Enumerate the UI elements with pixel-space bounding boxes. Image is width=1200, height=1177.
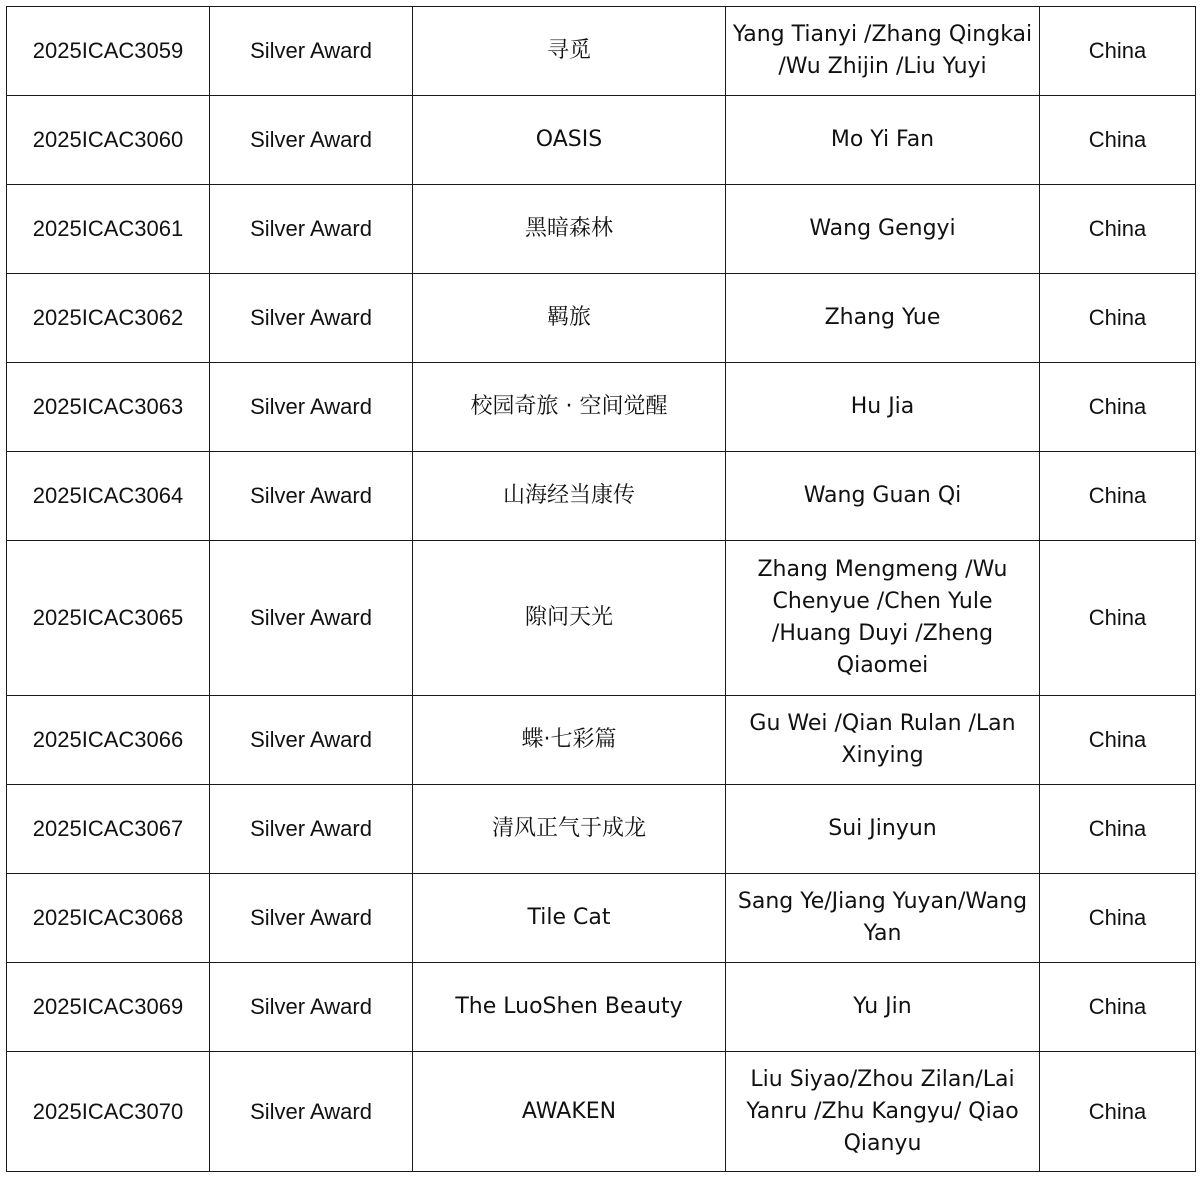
country: China xyxy=(1040,874,1196,963)
work-title: 山海经当康传 xyxy=(413,452,726,541)
country: China xyxy=(1040,696,1196,785)
work-title: 隙问天光 xyxy=(413,541,726,696)
entry-id: 2025ICAC3060 xyxy=(7,96,210,185)
award-level: Silver Award xyxy=(210,696,413,785)
entry-id: 2025ICAC3061 xyxy=(7,185,210,274)
table-row xyxy=(7,874,1196,963)
award-level: Silver Award xyxy=(210,785,413,874)
entry-id: 2025ICAC3059 xyxy=(7,7,210,96)
table-row xyxy=(7,696,1196,785)
table-row xyxy=(7,185,1196,274)
authors: Zhang Mengmeng /Wu Chenyue /Chen Yule /Huang Duyi /Zheng Qiaomei xyxy=(726,541,1040,696)
authors: Gu Wei /Qian Rulan /Lan Xinying xyxy=(726,696,1040,785)
table-row xyxy=(7,963,1196,1052)
authors: Mo Yi Fan xyxy=(726,96,1040,185)
award-level: Silver Award xyxy=(210,7,413,96)
table-row xyxy=(7,96,1196,185)
award-level: Silver Award xyxy=(210,274,413,363)
country: China xyxy=(1040,452,1196,541)
authors: Yang Tianyi /Zhang Qingkai /Wu Zhijin /Liu Yuyi xyxy=(726,7,1040,96)
award-level: Silver Award xyxy=(210,185,413,274)
award-level: Silver Award xyxy=(210,96,413,185)
country: China xyxy=(1040,274,1196,363)
work-title: The LuoShen Beauty xyxy=(413,963,726,1052)
table-row xyxy=(7,274,1196,363)
work-title: AWAKEN xyxy=(413,1052,726,1172)
table-row xyxy=(7,785,1196,874)
country: China xyxy=(1040,185,1196,274)
award-level: Silver Award xyxy=(210,363,413,452)
country: China xyxy=(1040,785,1196,874)
entry-id: 2025ICAC3070 xyxy=(7,1052,210,1172)
work-title: 寻觅 xyxy=(413,7,726,96)
authors: Hu Jia xyxy=(726,363,1040,452)
table-row xyxy=(7,363,1196,452)
authors: Yu Jin xyxy=(726,963,1040,1052)
entry-id: 2025ICAC3069 xyxy=(7,963,210,1052)
table-row xyxy=(7,452,1196,541)
work-title: 黑暗森林 xyxy=(413,185,726,274)
authors: Sui Jinyun xyxy=(726,785,1040,874)
work-title: 清风正气于成龙 xyxy=(413,785,726,874)
award-level: Silver Award xyxy=(210,874,413,963)
award-level: Silver Award xyxy=(210,541,413,696)
entry-id: 2025ICAC3066 xyxy=(7,696,210,785)
entry-id: 2025ICAC3063 xyxy=(7,363,210,452)
awards-table xyxy=(6,6,1196,1172)
authors: Zhang Yue xyxy=(726,274,1040,363)
country: China xyxy=(1040,363,1196,452)
work-title: 羁旅 xyxy=(413,274,726,363)
work-title: 蝶·七彩篇 xyxy=(413,696,726,785)
authors: Wang Guan Qi xyxy=(726,452,1040,541)
entry-id: 2025ICAC3067 xyxy=(7,785,210,874)
table-row xyxy=(7,7,1196,96)
award-level: Silver Award xyxy=(210,452,413,541)
entry-id: 2025ICAC3065 xyxy=(7,541,210,696)
country: China xyxy=(1040,1052,1196,1172)
award-level: Silver Award xyxy=(210,963,413,1052)
table-row xyxy=(7,1052,1196,1172)
award-level: Silver Award xyxy=(210,1052,413,1172)
entry-id: 2025ICAC3068 xyxy=(7,874,210,963)
country: China xyxy=(1040,963,1196,1052)
entry-id: 2025ICAC3064 xyxy=(7,452,210,541)
country: China xyxy=(1040,541,1196,696)
authors: Wang Gengyi xyxy=(726,185,1040,274)
entry-id: 2025ICAC3062 xyxy=(7,274,210,363)
country: China xyxy=(1040,96,1196,185)
authors: Liu Siyao/Zhou Zilan/Lai Yanru /Zhu Kangyu/ Qiao Qianyu xyxy=(726,1052,1040,1172)
table-row xyxy=(7,541,1196,696)
work-title: 校园奇旅 · 空间觉醒 xyxy=(413,363,726,452)
work-title: Tile Cat xyxy=(413,874,726,963)
work-title: OASIS xyxy=(413,96,726,185)
country: China xyxy=(1040,7,1196,96)
authors: Sang Ye/Jiang Yuyan/Wang Yan xyxy=(726,874,1040,963)
